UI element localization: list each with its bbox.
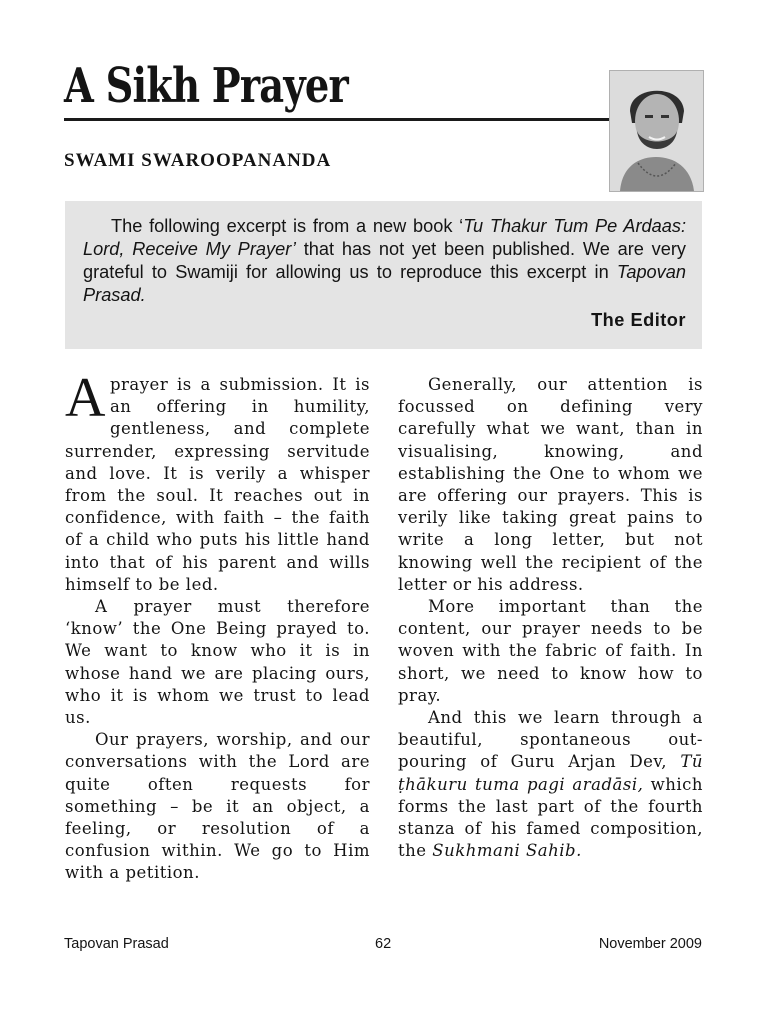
- footer-publication: Tapovan Prasad: [64, 936, 169, 952]
- author-portrait-icon: [610, 71, 703, 191]
- paragraph: More important than the content, our prayer needs to be woven with the fabric of faith. In short, we need to know how to pray.: [398, 597, 703, 705]
- drop-cap: A: [65, 367, 106, 429]
- author-name: SWAMI SWAROOPANANDA: [64, 150, 332, 171]
- paragraph: [398, 707, 703, 862]
- paragraph: A prayer must therefore ‘know’ the One Being prayed to. We want to know who it is in whose hand we are placing ours, who it is whom we trust to lead us.: [65, 597, 370, 728]
- hymn-title: Tū ṭhākuru tuma pagi aradāsi,: [398, 752, 703, 794]
- editor-note-part: that has not yet been published. We are very grateful to Swamiji for allowing us to reproduce this excerpt in: [83, 239, 686, 282]
- editor-note-part: The following excerpt is from a new book ‘: [111, 216, 464, 236]
- editor-note-text: [83, 215, 686, 307]
- footer-page-number: 62: [375, 936, 392, 952]
- book-title: Tu Thakur Tum Pe Ardaas: Lord, Receive My Prayer’: [83, 216, 686, 259]
- paragraph: Generally, our attention is focussed on defining very carefully what we want, than in visualising, knowing, and establishing the One to whom we are offering our prayers. This is verily like taking great pains to write a long letter, but not knowing well the recipient of the letter or his address.: [398, 375, 703, 594]
- article-title: A Sikh Prayer: [64, 58, 348, 114]
- body-column-left: [65, 367, 370, 885]
- title-rule: [64, 118, 611, 121]
- footer-date: November 2009: [598, 936, 702, 952]
- body-column-right: [398, 374, 703, 862]
- paragraph-text: prayer is a submission. It is an offering in humility, gentleness, and complete surrender, expressing servitude and love. It is verily a whisper from the soul. It reaches out in confidence, with faith – the faith of a child who puts his little hand into that of his parent and wills himself to be led.: [65, 375, 370, 594]
- editor-note: [65, 201, 702, 349]
- paragraph-text: And this we learn through a beautiful, spontaneous out-pouring of Guru Arjan Dev,: [398, 708, 703, 772]
- paragraph: [65, 367, 370, 596]
- scripture-title: Sukhmani Sahib.: [432, 841, 582, 861]
- author-photo: [609, 70, 704, 192]
- paragraph-text: which forms the last part of the fourth stanza of his famed composition, the: [398, 774, 704, 861]
- editor-signature: The Editor: [591, 310, 686, 330]
- magazine-name: Tapovan Prasad.: [83, 262, 686, 305]
- paragraph: Our prayers, worship, and our conversations with the Lord are quite often requests for something – be it an object, a feeling, or resolution of a confusion within. We go to Him with a petition.: [65, 730, 370, 883]
